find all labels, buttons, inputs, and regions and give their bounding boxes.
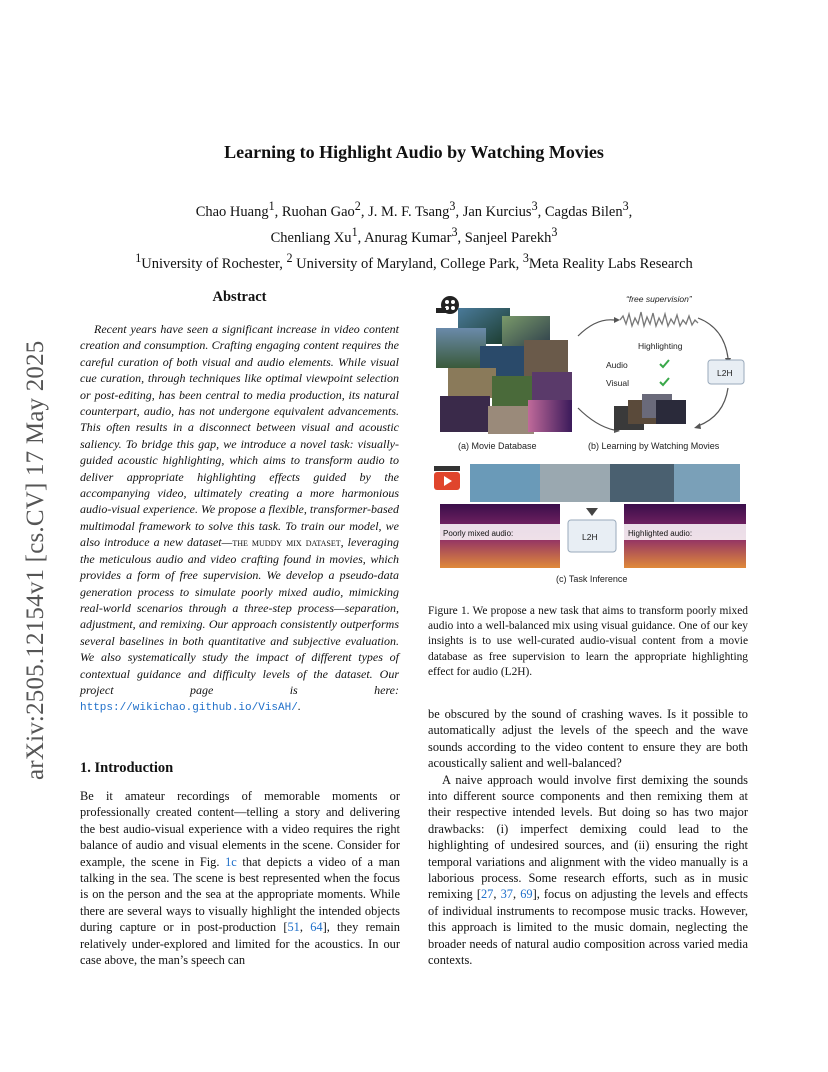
author-block: [60, 196, 768, 273]
figure-1: [428, 288, 750, 588]
abstract-text: Recent years have seen a significant increase in video content creation and consumption. Crafting engaging content requires the careful curation of both visual and audio elements. While visual cue curation, through techniques like optimal viewpoint selection or post-editing, has been central to media production, its natural counterpart, audio, has not undergone equivalent advancements. This often results in a disconnect between visual and acoustic saliency. To bridge this gap, we introduce a novel task: visually-guided acoustic highlighting, which aims to transform audio to deliver appropriate highlighting effects guided by the accompanying video, ultimately creating a more harmonious audio-visual experience. We propose a flexible, transformer-based multimodal framework to solve this task. To train our model, we also introduce a new dataset—the muddy mix dataset, leveraging the meticulous audio and video crafting found in movies, which provides a form of free supervision. We develop a pseudo-data generation process to simulate poorly mixed audio, mimicking real-world scenarios through a three-step process—separation, adjustment, and remixing. Our approach consistently outperforms several baselines in both quantitative and subjective evaluation. We also systematically study the impact of different types of contextual guidance and difficulty levels of the dataset. Our project page is here: https://wikichao.github.io/VisAH/.: [80, 322, 399, 715]
citation-link[interactable]: 69: [520, 887, 533, 902]
citation-link[interactable]: 27: [480, 887, 494, 902]
video-frame-stack: [614, 394, 686, 430]
movie-database-collage: [436, 308, 572, 434]
arxiv-identifier: arXiv:2505.12154v1 [cs.CV] 17 May 2025: [22, 340, 49, 780]
highlighted-label: Highlighted audio:: [628, 529, 693, 538]
figure-1-graphic: [428, 288, 750, 588]
dataset-name: the muddy mix dataset: [232, 535, 341, 550]
check-icon: [660, 360, 669, 367]
introduction-text: Be it amateur recordings of memorable moments or professionally created content—telling a story and delivering the best audio-visual experience with a video requires the right balance of audio and visual elements in the scene. Consider for example, the scene in Fig. 1c that depicts a video of a man talking in the sea. The scene is best represented when the focus is on the person and the sea at the appropriate moments. While there are several ways to visually highlight the intended objects during capture or in post-production [51, 64], they remain relatively under-explored and limited for the acoustics. In our case above, the man’s speech can: [80, 789, 400, 968]
author-name: Sanjeel Parekh: [464, 229, 552, 246]
video-strip: [470, 464, 740, 502]
paragraph: be obscured by the sound of crashing waves. Is it possible to automatically adjust the levels of the speech and the wave sounds according to the video content to ensure they are both acoustically salient and well-balanced?: [428, 707, 748, 771]
paragraph: A naive approach would involve first demixing the sounds into different source components and then remixing them at their respective intended levels. But doing so has two major drawbacks: (i) imperfect demixing could lead to the highlighting of undesired sources, and (ii) ensuring the right temporal variations and alignment with the video manually is a laborious process. Some research efforts, such as in music remixing [27, 37, 69], focus on adjusting the levels and effects of individual instruments to recompose music tracks. However, this approach is limited to the music domain, neglecting the broader needs of natural audio composition across varied media contexts.: [428, 772, 748, 968]
introduction-heading: 1. Introduction: [80, 760, 174, 776]
poorly-mixed-label: Poorly mixed audio:: [443, 529, 514, 538]
figure-caption: Figure 1. We propose a new task that aims to transform poorly mixed audio into a well-balanced mix using visual guidance. One of our key insights is to use well-curated audio-visual content from a movie database as free supervision to learn the appropriate highlighting effect for audio (L2H).: [428, 605, 748, 678]
right-column-text: [428, 706, 748, 969]
l2h-inference-label: L2H: [582, 532, 598, 542]
authors-line-1: Chao Huang$^1$, Ruohan Gao$^2$, J. M. F. Tsang$^3$, Jan Kurcius$^3$, Cagdas Bilen$^3$,: [195, 199, 633, 220]
author-name: Anurag Kumar: [364, 229, 452, 246]
authors-line-2: Chenliang Xu$^1$, Anurag Kumar$^3$, Sanjeel Parekh$^3$: [270, 224, 558, 246]
citation-link[interactable]: 37: [500, 887, 513, 902]
citation-link[interactable]: 64: [310, 920, 323, 935]
figure-reference[interactable]: 1c: [225, 854, 237, 869]
abstract-heading: Abstract: [212, 289, 267, 305]
project-page-link[interactable]: https://wikichao.github.io/VisAH/: [80, 702, 298, 715]
film-reel-icon: [436, 296, 459, 314]
l2h-label: L2H: [717, 368, 733, 378]
author-name: Ruohan Gao: [281, 203, 355, 220]
label-a: (a) Movie Database: [458, 441, 537, 451]
waveform: [620, 312, 698, 326]
check-icon: [660, 378, 669, 385]
label-b: (b) Learning by Watching Movies: [588, 441, 720, 451]
visual-label: Visual: [606, 378, 629, 388]
down-arrow-icon: [586, 508, 598, 516]
author-name: Cagdas Bilen: [544, 203, 623, 220]
label-c: (c) Task Inference: [556, 574, 628, 584]
free-supervision-label: “free supervision”: [626, 294, 692, 304]
author-name: Chao Huang: [195, 203, 269, 220]
author-name: J. M. F. Tsang: [368, 203, 450, 220]
clapperboard-icon: [434, 466, 460, 490]
author-name: Jan Kurcius: [462, 203, 532, 220]
highlighting-label: Highlighting: [638, 341, 683, 351]
affiliations: $^1$University of Rochester, $^2$ University of Maryland, College Park, $^3$Meta Reality Labs Research: [135, 250, 693, 272]
author-name: Chenliang Xu: [270, 229, 352, 246]
audio-label: Audio: [606, 360, 628, 370]
paper-title: Learning to Highlight Audio by Watching Movies: [224, 142, 604, 162]
citation-link[interactable]: 51: [287, 920, 300, 935]
